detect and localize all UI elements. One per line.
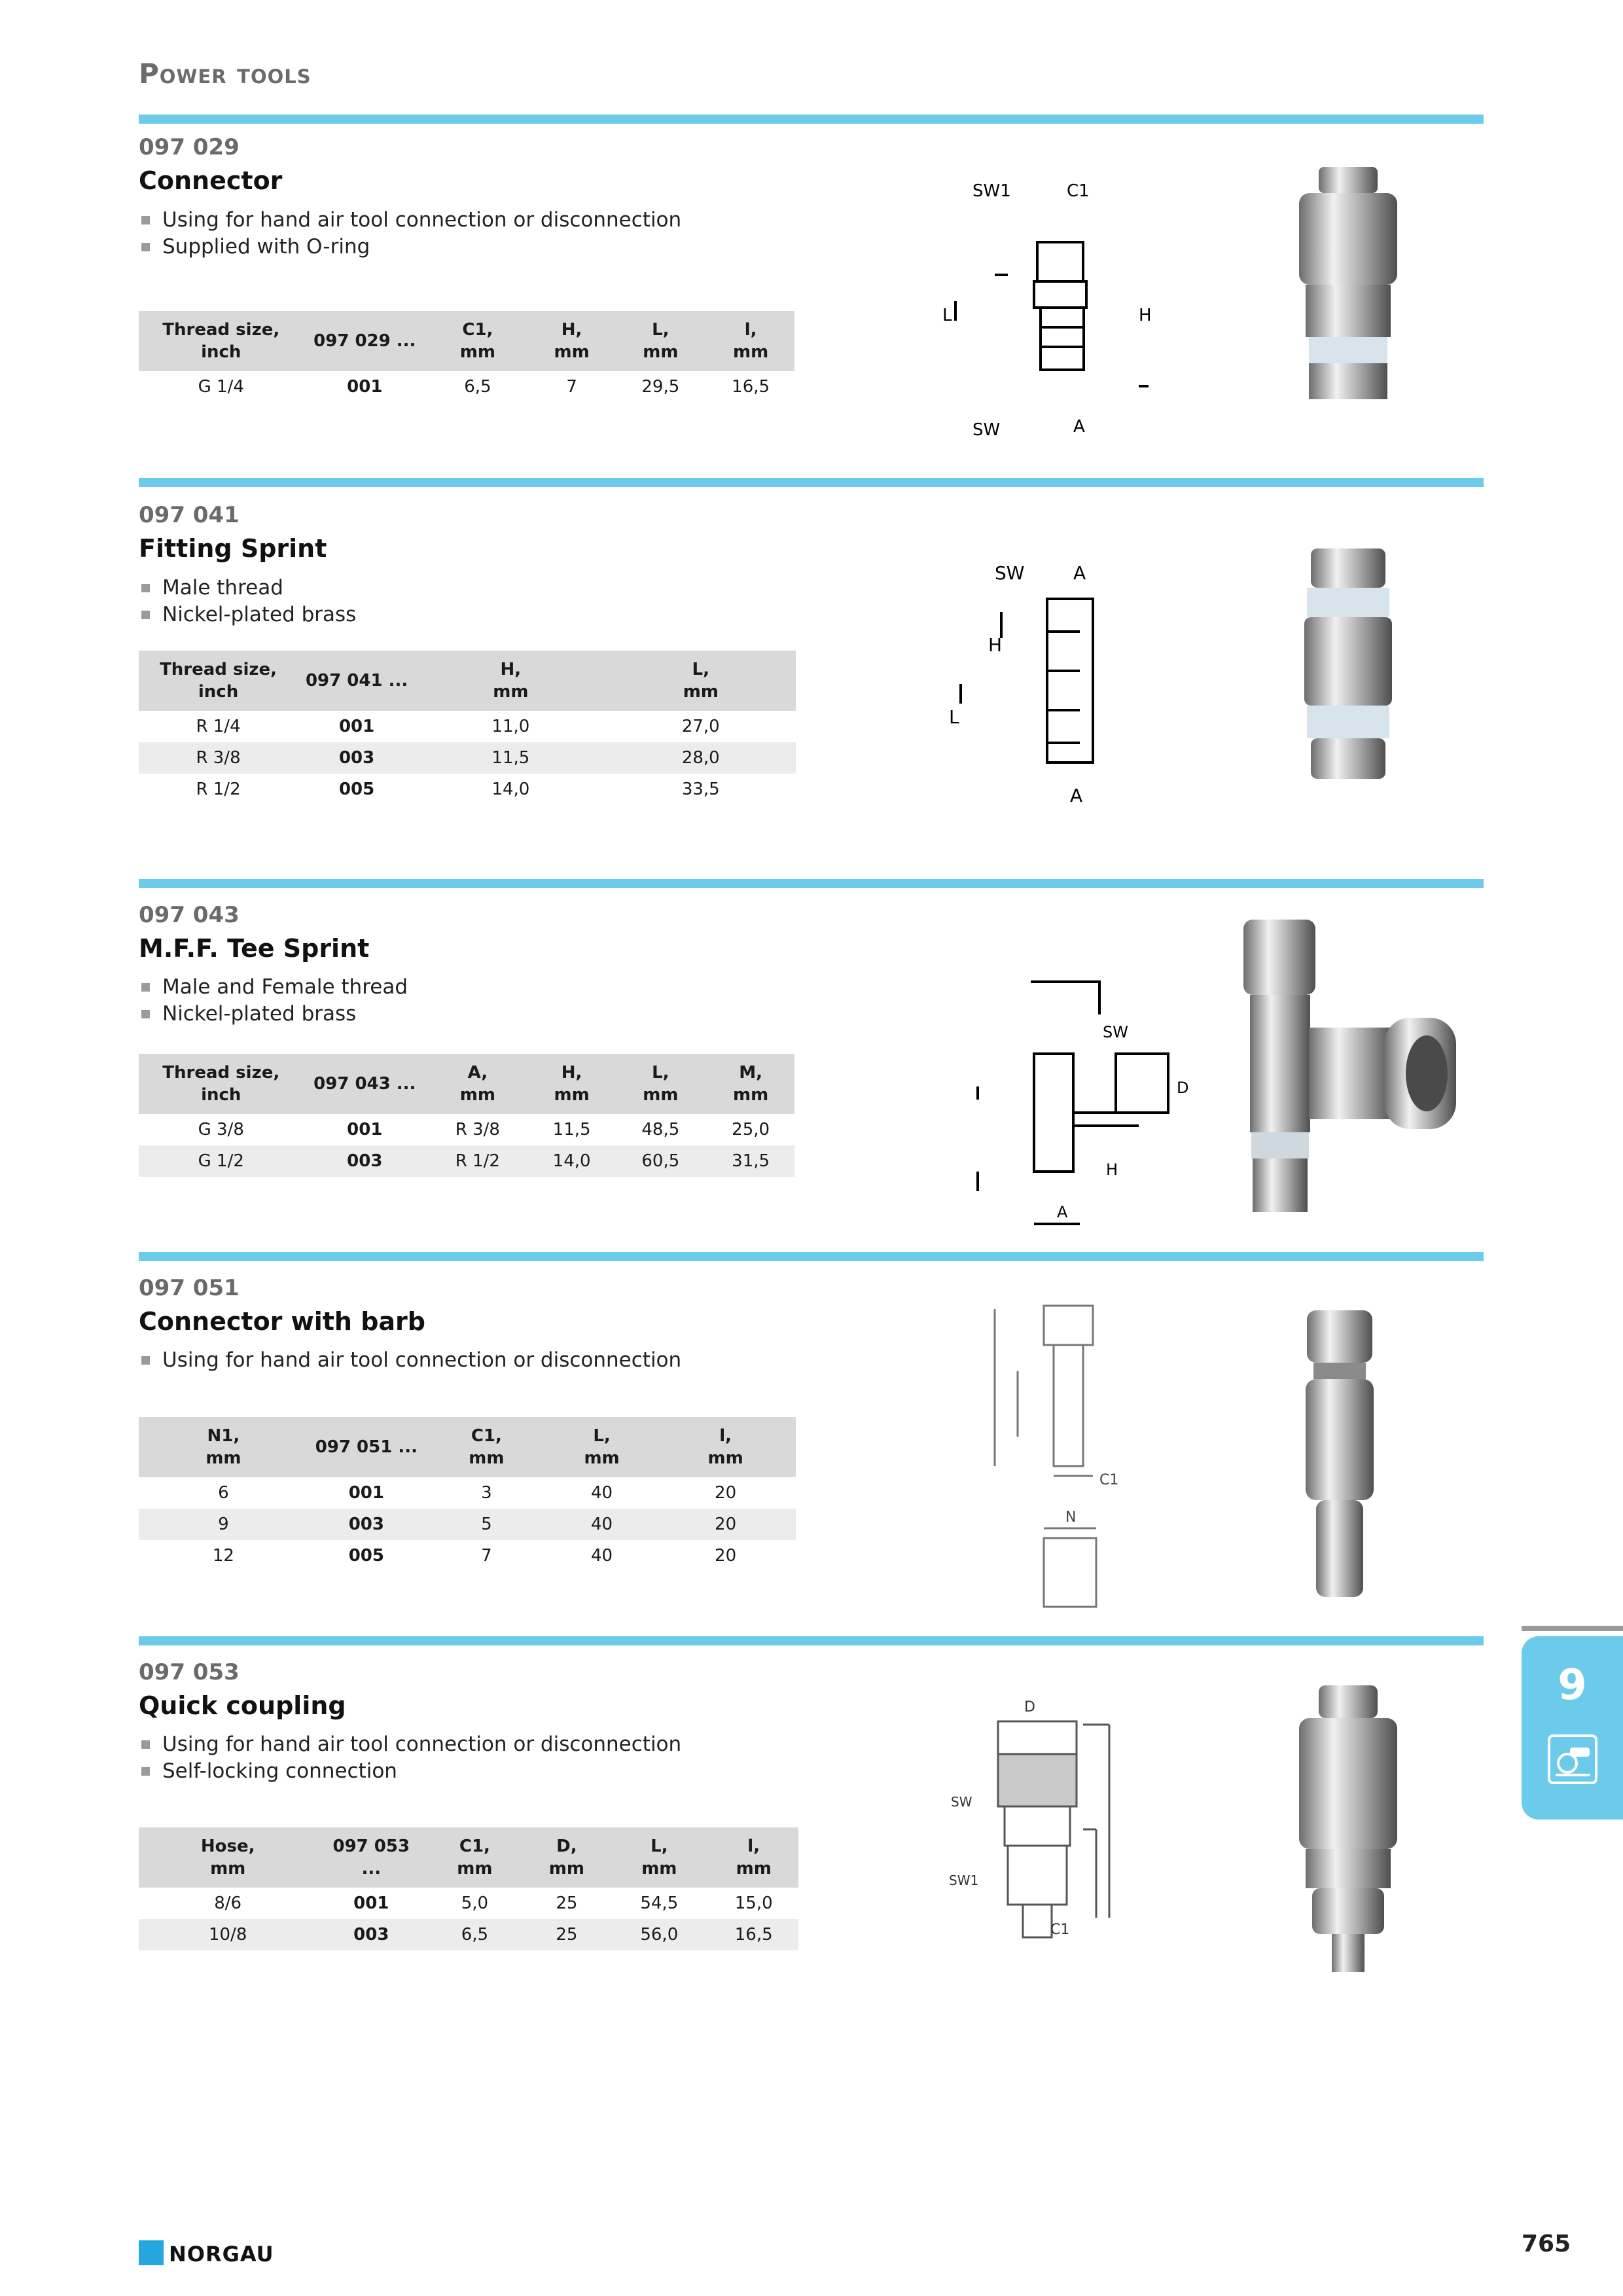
feature-list (139, 1347, 681, 1374)
product-code: 097 043 (139, 902, 240, 928)
table-row (139, 774, 796, 805)
table-cell: 5 (425, 1509, 548, 1540)
product-code: 097 041 (139, 502, 240, 528)
table-cell: 14,0 (491, 780, 530, 799)
table-cell: 54,5 (640, 1893, 679, 1913)
article-number: 001 (338, 717, 375, 736)
section-divider (139, 115, 1484, 124)
spec-table (139, 1054, 794, 1177)
col-header: 097 041 ... (298, 651, 416, 711)
norgau-logo-mark (139, 2240, 164, 2265)
table-row (139, 1888, 798, 1919)
col-header: L, mm (606, 651, 796, 711)
page-number: 765 (1522, 2231, 1571, 2257)
table-cell: 28,0 (606, 742, 796, 774)
dimension-label: A (1070, 785, 1083, 806)
table-cell: 11,5 (552, 1120, 591, 1139)
dimension-label: A (1073, 417, 1085, 437)
col-header: C1, mm (425, 1417, 548, 1477)
table-row (139, 1509, 796, 1540)
product-name: M.F.F. Tee Sprint (139, 934, 370, 963)
technical-drawing (982, 1299, 1152, 1610)
table-cell: 29,5 (641, 377, 680, 397)
table-row (139, 742, 796, 774)
spec-table (139, 651, 796, 805)
table-row (139, 1145, 794, 1177)
dimension-label: D (1024, 1699, 1035, 1715)
dimension-label: A (1057, 1203, 1068, 1221)
dimension-label: D (1177, 1079, 1189, 1097)
col-header: l, mm (707, 311, 794, 371)
table-cell: R 1/2 (426, 1145, 529, 1177)
table-cell: R 1/4 (196, 717, 241, 736)
dimension-label: SW1 (949, 1873, 979, 1888)
section-divider (139, 879, 1484, 888)
table-cell: 3 (481, 1483, 492, 1503)
col-header: L, mm (609, 1827, 709, 1888)
table-row (139, 1919, 798, 1950)
table-cell: 15,0 (734, 1893, 773, 1913)
table-cell: 20 (655, 1509, 796, 1540)
feature-item: Self-locking connection (139, 1758, 681, 1785)
col-header: L, mm (548, 1417, 655, 1477)
table-cell: 5,0 (461, 1893, 489, 1913)
technical-drawing (949, 553, 1145, 815)
col-header: A, mm (426, 1054, 529, 1114)
dimension-label: A (1073, 562, 1086, 584)
table-cell: 40 (590, 1546, 613, 1566)
dimension-label: H (1106, 1160, 1118, 1179)
col-header: 097 029 ... (304, 311, 427, 371)
table-header-row (139, 1054, 794, 1114)
table-row (139, 711, 796, 742)
table-cell: 6,5 (425, 1919, 524, 1950)
col-header: Thread size, inch (139, 311, 304, 371)
table-cell: R 3/8 (455, 1120, 500, 1139)
table-cell: 40 (548, 1509, 655, 1540)
col-header: D, mm (524, 1827, 610, 1888)
col-header: L, mm (614, 311, 707, 371)
product-name: Fitting Sprint (139, 534, 327, 563)
technical-drawing (942, 170, 1165, 445)
article-number: 001 (347, 377, 383, 397)
table-cell: 33,5 (681, 780, 720, 799)
feature-list (139, 207, 681, 260)
grinder-tool-icon (1548, 1734, 1597, 1784)
dimension-label: H (1139, 306, 1152, 325)
article-number: 001 (348, 1483, 384, 1503)
dimension-label: C1 (1050, 1922, 1070, 1938)
col-header: l, mm (655, 1417, 796, 1477)
feature-list (139, 974, 408, 1028)
feature-list (139, 1731, 681, 1785)
table-header-row (139, 1827, 798, 1888)
chapter-number: 9 (1558, 1661, 1587, 1710)
technical-drawing (969, 975, 1204, 1237)
table-cell: G 3/8 (198, 1120, 244, 1139)
dimension-label: C1 (1067, 181, 1090, 201)
table-cell: 6 (218, 1483, 229, 1503)
col-header: 097 043 ... (304, 1054, 427, 1114)
dimension-label: H (988, 634, 1003, 656)
table-cell: 9 (139, 1509, 308, 1540)
table-cell: 11,5 (416, 742, 605, 774)
col-header: Thread size, inch (139, 651, 298, 711)
feature-item: Using for hand air tool connection or disconnection (139, 207, 681, 234)
table-cell: 25 (524, 1919, 610, 1950)
article-number: 003 (317, 1919, 425, 1950)
col-header: l, mm (709, 1827, 798, 1888)
dimension-label: L (949, 706, 959, 728)
brand-logo: NORGAU (169, 2242, 274, 2267)
table-cell: 14,0 (529, 1145, 615, 1177)
col-header: 097 053 ... (317, 1827, 425, 1888)
table-header-row (139, 311, 794, 371)
spec-table (139, 1417, 796, 1571)
table-cell: 7 (481, 1546, 492, 1566)
table-cell: 20 (715, 1483, 737, 1503)
feature-item: Nickel-plated brass (139, 601, 356, 628)
col-header: H, mm (529, 311, 615, 371)
dimension-label: SW1 (972, 181, 1011, 201)
side-tab-divider (1522, 1626, 1623, 1631)
table-cell: 7 (566, 377, 577, 397)
feature-item: Using for hand air tool connection or disconnection (139, 1731, 681, 1758)
col-header: Hose, mm (139, 1827, 317, 1888)
table-cell: 25 (556, 1893, 578, 1913)
table-row (139, 371, 794, 403)
product-photo (1243, 920, 1459, 1214)
feature-item: Nickel-plated brass (139, 1001, 408, 1028)
col-header: H, mm (529, 1054, 615, 1114)
table-cell: 60,5 (614, 1145, 707, 1177)
table-cell: 11,0 (491, 717, 530, 736)
product-photo (1293, 1685, 1404, 1973)
dimension-label: SW (951, 1794, 972, 1810)
product-photo (1299, 1310, 1381, 1598)
table-cell: G 1/4 (198, 377, 244, 397)
product-code: 097 051 (139, 1275, 240, 1301)
dimension-label: SW (995, 562, 1025, 584)
product-name: Quick coupling (139, 1691, 346, 1720)
table-cell: 20 (715, 1546, 737, 1566)
product-name: Connector (139, 166, 283, 195)
table-cell: 27,0 (681, 717, 720, 736)
spec-table (139, 1827, 798, 1950)
article-number: 003 (308, 1509, 425, 1540)
col-header: H, mm (416, 651, 605, 711)
col-header: 097 051 ... (308, 1417, 425, 1477)
dimension-label: C1 (1099, 1472, 1119, 1488)
table-cell: 48,5 (641, 1120, 680, 1139)
col-header: L, mm (614, 1054, 707, 1114)
table-cell: 12 (212, 1546, 234, 1566)
product-photo (1293, 167, 1404, 403)
section-divider (139, 478, 1484, 487)
table-cell: 25,0 (732, 1120, 770, 1139)
table-cell: 56,0 (609, 1919, 709, 1950)
product-photo (1299, 548, 1397, 781)
table-header-row (139, 651, 796, 711)
col-header: N1, mm (139, 1417, 308, 1477)
feature-item: Male thread (139, 575, 356, 601)
table-row (139, 1114, 794, 1145)
article-number: 005 (338, 780, 375, 799)
article-number: 003 (304, 1145, 427, 1177)
page-title: Power tools (139, 58, 312, 90)
dimension-label: L (942, 306, 952, 325)
spec-table (139, 311, 794, 403)
table-row (139, 1540, 796, 1571)
dimension-label: SW (972, 420, 1001, 440)
product-code: 097 053 (139, 1659, 240, 1685)
article-number: 003 (298, 742, 416, 774)
feature-item: Male and Female thread (139, 974, 408, 1001)
table-cell: 10/8 (139, 1919, 317, 1950)
article-number: 001 (353, 1893, 389, 1913)
section-divider (139, 1636, 1484, 1645)
article-number: 005 (348, 1546, 384, 1566)
table-cell: R 1/2 (196, 780, 241, 799)
feature-item: Using for hand air tool connection or disconnection (139, 1347, 681, 1374)
table-cell: 16,5 (709, 1919, 798, 1950)
section-divider (139, 1252, 1484, 1261)
feature-item: Supplied with O-ring (139, 234, 681, 260)
col-header: C1, mm (426, 311, 529, 371)
table-header-row (139, 1417, 796, 1477)
technical-drawing (946, 1695, 1142, 1950)
col-header: Thread size, inch (139, 1054, 304, 1114)
product-code: 097 029 (139, 134, 240, 160)
article-number: 001 (347, 1120, 383, 1139)
table-cell: G 1/2 (139, 1145, 304, 1177)
table-cell: 40 (590, 1483, 613, 1503)
feature-list (139, 575, 356, 628)
col-header: C1, mm (425, 1827, 524, 1888)
table-cell: R 3/8 (139, 742, 298, 774)
chapter-tab[interactable] (1522, 1636, 1623, 1820)
table-cell: 31,5 (707, 1145, 794, 1177)
product-name: Connector with barb (139, 1307, 426, 1336)
table-cell: 8/6 (214, 1893, 242, 1913)
dimension-label: SW (1103, 1023, 1128, 1041)
table-cell: 6,5 (464, 377, 491, 397)
table-row (139, 1477, 796, 1509)
table-cell: 16,5 (732, 377, 770, 397)
col-header: M, mm (707, 1054, 794, 1114)
dimension-label: N (1065, 1509, 1077, 1526)
